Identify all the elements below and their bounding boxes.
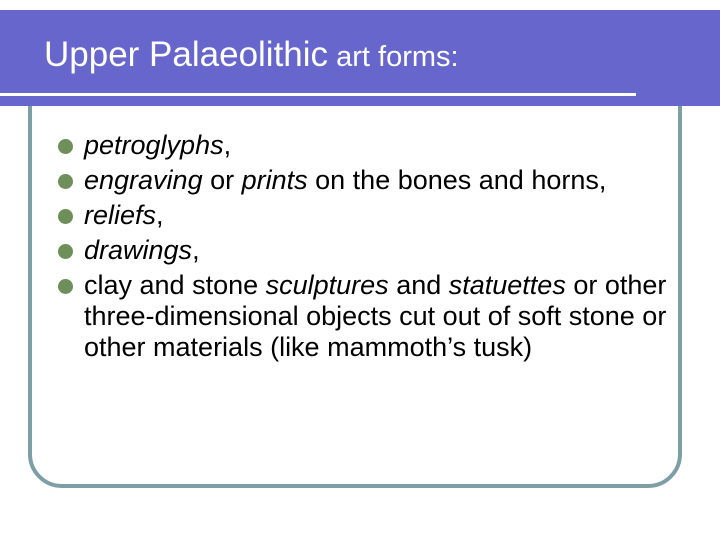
bullet-segment: sculptures — [265, 270, 389, 300]
bullet-item — [58, 200, 668, 231]
bullet-dot-icon — [58, 279, 73, 294]
slide-title — [44, 34, 459, 76]
bullet-segment: or other three-dimensional objects cut out of soft stone or other materials (like mammoth’s tusk) — [84, 270, 667, 362]
bullet-segment: prints — [241, 165, 308, 195]
bullet-segment: , — [156, 200, 164, 230]
bullet-item — [58, 270, 668, 363]
bullet-segment: petroglyphs — [84, 130, 224, 160]
bullet-segment: clay and stone — [84, 270, 266, 300]
bullet-text — [84, 270, 666, 362]
bullet-segment: , — [192, 235, 200, 265]
bullet-list — [58, 130, 668, 367]
bullet-dot-icon — [58, 139, 73, 154]
bullet-dot-icon — [58, 174, 73, 189]
slide-title-rest: art forms: — [328, 41, 459, 73]
bullet-segment: statuettes — [448, 270, 566, 300]
title-band-corner — [682, 10, 720, 106]
bullet-segment: on the bones and horns, — [307, 165, 607, 195]
bullet-item — [58, 235, 668, 266]
title-underline — [0, 93, 636, 96]
bullet-segment: drawings — [84, 235, 193, 265]
bullet-dot-icon — [58, 244, 73, 259]
slide-title-main: Upper Palaeolithic — [44, 35, 329, 74]
bullet-text — [84, 200, 164, 230]
bullet-dot-icon — [58, 209, 73, 224]
bullet-segment: or — [202, 165, 242, 195]
bullet-text — [84, 130, 231, 160]
bullet-segment: and — [388, 270, 449, 300]
bullet-segment: , — [223, 130, 232, 160]
bullet-segment: reliefs — [84, 200, 157, 230]
bullet-text — [84, 235, 200, 265]
bullet-text — [84, 165, 606, 195]
bullet-item — [58, 165, 668, 196]
bullet-item — [58, 130, 668, 161]
bullet-segment: engraving — [84, 165, 203, 195]
